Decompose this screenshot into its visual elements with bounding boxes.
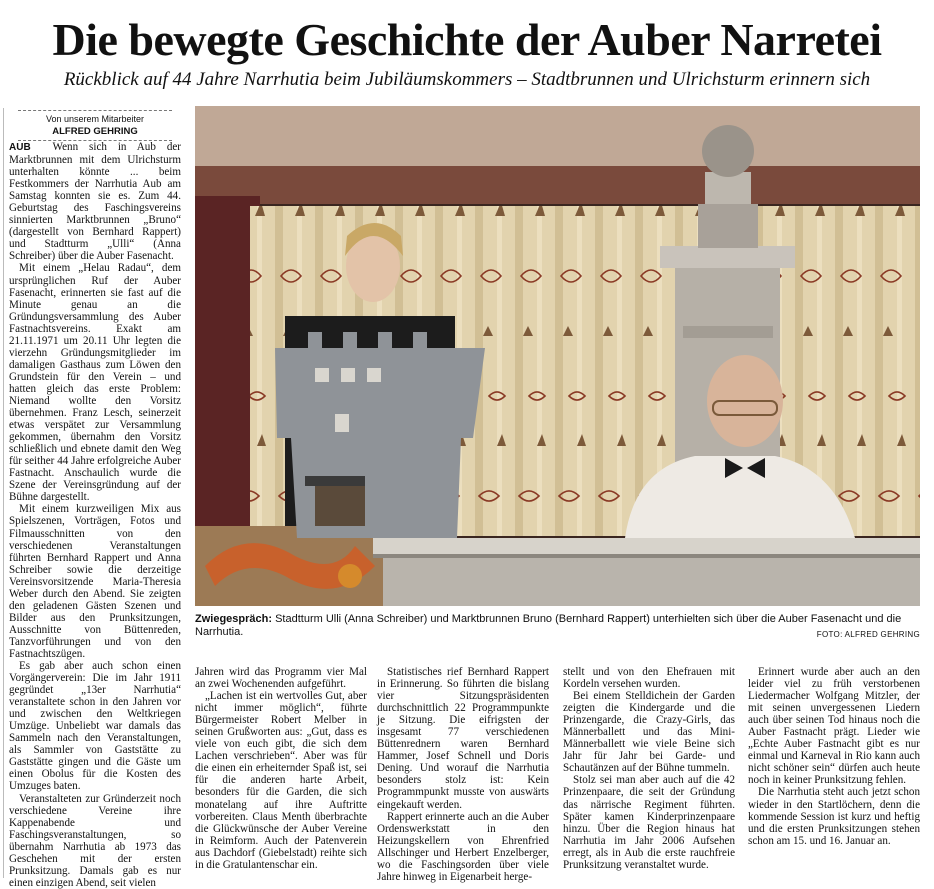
photo-credit: FOTO: ALFRED GEHRING (816, 630, 920, 639)
paragraph: stellt und von den Ehefrauen mit Kordeln versehen wurden. (563, 666, 735, 691)
byline-author: ALFRED GEHRING (52, 126, 138, 137)
paragraph: „Lachen ist ein wertvolles Gut, aber nicht immer möglich“, führte Bürgermeister Robert Melber in seinen Grußworten aus: „Gut, dass es viele von euch gibt, die sich dem Lachen verschrieben“. Aber was für die einen ein erheiternder Spaß ist, sei für die anderen harte Arbeit, besonders für die Garden, die sich monatelang auf ihre Auftritte vorbereiten. Claus Menth überbrachte die Glückwünsche der Auber Vereine in Reimform. Auch der Patenverein aus Dachdorf (Giebelstadt) reihte sich in die Gratulantenschar ein. (195, 690, 367, 871)
paragraph: Jahren wird das Programm vier Mal an zwei Wochenenden aufgeführt. (195, 666, 367, 691)
stage-photo (195, 106, 920, 606)
caption-text: Stadtturm Ulli (Anna Schreiber) und Marktbrunnen Bruno (Bernhard Rappert) unterhielten sich über die Auber Fasenacht und die Narrhutia. (195, 613, 902, 638)
paragraph: Es gab aber auch schon einen Vorgängerverein: Die im Jahr 1911 gegründet „13er Narrhutia“ veranstaltete schon in den Jahren vor und zwischen den Weltkriegen Umzüge. Unbeliebt war damals das Sammeln nach den Veranstaltungen, als Sammler von Gaststätte zu Gaststätte gingen und die Gäste um einen Obolus für die Kosten des Umzuges baten. (9, 660, 181, 793)
dateline: AUB (9, 142, 31, 153)
subheadline: Rückblick auf 44 Jahre Narrhutia beim Jubiläumskommers – Stadtbrunnen und Ulrichsturm erinnern sich (63, 69, 871, 90)
article-column-1 (9, 141, 181, 889)
paragraph-text: Wenn sich in Aub der Marktbrunnen mit dem Ulrichsturm unterhalten könnte ... beim Festkommers der Narrhutia Aub am Samstag konnten sie es. Zum 44. Geburtstag des Faschingsvereins sinnierten Marktbrunnen „Bruno“ (dargestellt von Bernhard Rappert) und Stadtturm „Ulli“ (Anna Schreiber) über die Auber Fasenacht. (9, 141, 181, 263)
byline-intro: Von unserem Mitarbeiter (45, 114, 145, 124)
paragraph: Veranstalteten zur Gründerzeit noch verschiedene Vereine ihre Kappenabende und Faschingsveranstaltungen, so übernahm Narrhutia ab 1973 das Geschehen mit der ersten Prunksitzung. Damals gab es nur einen einzigen Abend, seit vielen (9, 792, 181, 889)
paragraph (9, 141, 181, 262)
paragraph: Erinnert wurde aber auch an den leider viel zu früh verstorbenen Liedermacher Wolfgang Mitzler, der mit seinen unvergessenen Liedern auch über seinen Tod hinaus noch die Auber Fastnacht prägt. Lieder wie „Echte Auber Fastnacht gibt es nur einmal und Karneval in Rio kann auch nicht schöner sein“ dürfen auch heute noch in keiner Prunksitzung fehlen. (748, 666, 920, 787)
paragraph: Mit einem kurzweiligen Mix aus Spielszenen, Vorträgen, Fotos und Filmausschnitten von den verschiedenen Veranstaltungen führten Bernhard Rappert und Anna Schreiber sowie die derzeitige Vereinsvorsitzende Maria-Theresia Weber durch den Abend. Sie zeigten den geladenen Gästen Szenen und Bilder aus den Prunksitzungen, Ausschnitte von Büttenreden, Tanzvorführungen und von den Fastnachtszügen. (9, 503, 181, 660)
byline (10, 110, 180, 141)
article-column-4 (563, 666, 735, 871)
paragraph: Statistisches rief Bernhard Rappert in Erinnerung. So führten die bislang vier Sitzungspräsidenten durchschnittlich 22 Programmpunkte je Sitzung. Die eifrigsten der insgesamt 77 verschiedenen Büttenrednern waren Bernhard Hammer, Josef Schnell und Doris Dening. Und worauf die Narrhutia besonders stolz ist: Kein Programmpunkt musste von auswärts eingekauft werden. (377, 666, 549, 811)
paragraph: Stolz sei man aber auch auf die 42 Prinzenpaare, die seit der Gründung das närrische Regiment führten. Später kamen Kinderprinzenpaare hinzu. Über die Region hinaus hat Narrhutia im Jahr 2006 Aufsehen erregt, als in Aub die erste rauchfreie Prunksitzung veranstaltet wurde. (563, 774, 735, 871)
paragraph: Die Narrhutia steht auch jetzt schon wieder in den Startlöchern, denn die kommende Session ist kurz und heftig und die ersten Prunksitzungen stehen schon am 15. und 16. Januar an. (748, 786, 920, 847)
stage-photo-image (195, 106, 920, 606)
paragraph: Bei einem Stelldichein der Garden zeigten die Kindergarde und die Prinzengarde, die Crazy-Girls, das Männerballett und das Mini-Männerballett wie viele Beine sich Jahr für Jahr bei Garde- und Schautänzen auf der Bühne tummeln. (563, 690, 735, 775)
paragraph: Rappert erinnerte auch an die Auber Ordenswerkstatt in den Heizungskellern von Ehrenfried Allschinger und Herbert Enzelberger, wo die Faschingsorden über viele Jahre hinweg in Eigenarbeit herge- (377, 810, 549, 883)
paragraph: Mit einem „Helau Radau“, dem ursprünglichen Ruf der Auber Fasenacht, erinnerten sie fast auf die Minute genau an die Gründungsversammlung des Auber Fastnachtsvereins. Exakt am 21.11.1971 um 20.11 Uhr legten die vierzehn Gründungsmitglieder im damaligen Gasthaus zum Löwen den Grundstein für den Verein – und hatten gleich das erste Problem: Niemand wollte den Vorsitz übernehmen. Franz Lesch, seinerzeit etwas verspätet zur Versammlung gekommen, übernahm den Vorsitz schließlich und ebnete damit den Weg für seither 44 Jahre erfolgreiche Auber Fastnacht. Anschaulich wurde die Szene der Vereinsgründung auf der Bühne dargestellt. (9, 262, 181, 504)
headline: Die bewegte Geschichte der Auber Narretei (52, 14, 882, 65)
left-rule (3, 108, 4, 878)
article-column-3 (377, 666, 549, 883)
article-column-2 (195, 666, 367, 871)
article-column-5 (748, 666, 920, 847)
caption-lead: Zwiegespräch: (195, 613, 273, 625)
